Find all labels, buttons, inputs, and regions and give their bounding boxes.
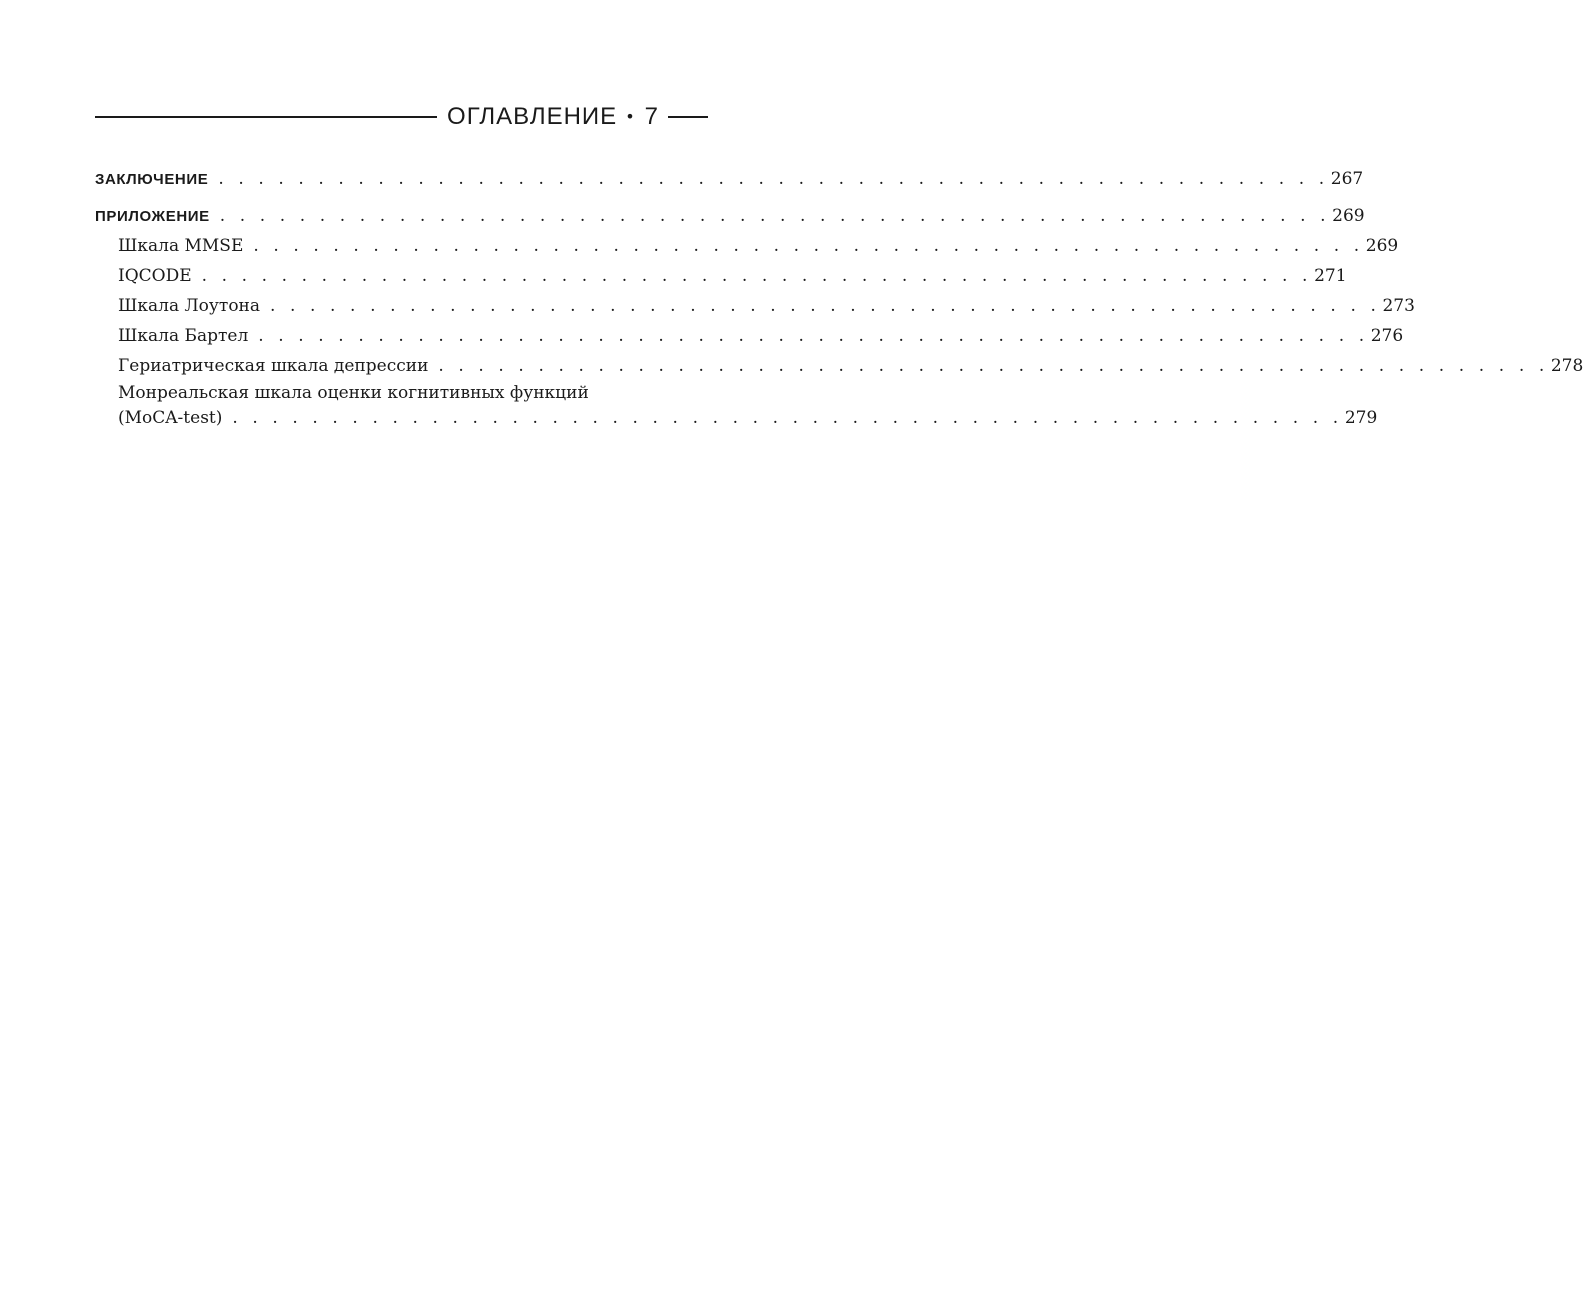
toc-entry-page: 269 [1365, 236, 1399, 256]
toc-entry-conclusion[interactable] [95, 164, 1364, 194]
toc-entry-iqcode[interactable] [95, 261, 1347, 291]
dot-leader: . . . . . . . . . . . . . . . . . . . . . . . . . . . . . . . . . . . . . . . . . . . . . . . . . . . . . . . . [219, 206, 1331, 226]
dot-leader: . . . . . . . . . . . . . . . . . . . . . . . . . . . . . . . . . . . . . . . . . . . . . . . . . . . . . . . . [201, 266, 1313, 286]
toc-entry-title-line1: Монреальская шкала оценки когнитивных функций [118, 383, 589, 403]
toc-entry-title: Шкала Лоутона [118, 296, 261, 316]
running-head [95, 100, 708, 134]
section-title: ОГЛАВЛЕНИЕ [447, 103, 618, 130]
dot-leader: . . . . . . . . . . . . . . . . . . . . . . . . . . . . . . . . . . . . . . . . . . . . . . . . . . . . . . . . [253, 236, 1364, 256]
toc-entry-title: Шкала Бартел [118, 326, 249, 346]
toc-entry-appendix[interactable] [95, 201, 1365, 231]
toc-entry-page: 279 [1344, 408, 1378, 428]
toc-entry-title: Шкала MMSE [118, 236, 244, 256]
dot-leader: . . . . . . . . . . . . . . . . . . . . . . . . . . . . . . . . . . . . . . . . . . . . . . . . . . . . . . . . [218, 169, 1329, 189]
toc-entry-title: IQCODE [118, 266, 192, 286]
toc-entry-page: 267 [1330, 169, 1364, 189]
toc-entry-title: Гериатрическая шкала депрессии [118, 356, 429, 376]
table-of-contents [95, 164, 1583, 431]
toc-entry-title-line2: (MoCA-test) [118, 408, 223, 428]
dot-leader: . . . . . . . . . . . . . . . . . . . . . . . . . . . . . . . . . . . . . . . . . . . . . . . . . . . . . . . . [438, 356, 1549, 376]
dot-leader: . . . . . . . . . . . . . . . . . . . . . . . . . . . . . . . . . . . . . . . . . . . . . . . . . . . . . . . . [270, 296, 1381, 316]
toc-entry-title: ЗАКЛЮЧЕНИЕ [95, 171, 209, 188]
toc-entry-page: 278 [1550, 356, 1583, 376]
toc-entry-lawton[interactable] [95, 291, 1415, 321]
bullet-separator: • [625, 107, 635, 126]
header-rule-right [668, 116, 708, 118]
toc-entry-page: 271 [1314, 266, 1347, 286]
toc-entry-barthel[interactable] [95, 321, 1404, 351]
toc-entry-page: 269 [1332, 206, 1365, 226]
toc-entry-page: 276 [1370, 326, 1404, 346]
toc-entry-depression-scale[interactable] [95, 351, 1583, 381]
page-number: 7 [644, 103, 658, 130]
toc-entry-page: 273 [1382, 296, 1415, 316]
header-rule-left [95, 116, 437, 118]
dot-leader: . . . . . . . . . . . . . . . . . . . . . . . . . . . . . . . . . . . . . . . . . . . . . . . . . . . . . . . . [258, 326, 1369, 346]
dot-leader: . . . . . . . . . . . . . . . . . . . . . . . . . . . . . . . . . . . . . . . . . . . . . . . . . . . . . . . . [232, 408, 1343, 428]
toc-entry-moca[interactable] [95, 381, 1378, 431]
toc-entry-mmse[interactable] [95, 231, 1399, 261]
toc-entry-title: ПРИЛОЖЕНИЕ [95, 208, 210, 225]
